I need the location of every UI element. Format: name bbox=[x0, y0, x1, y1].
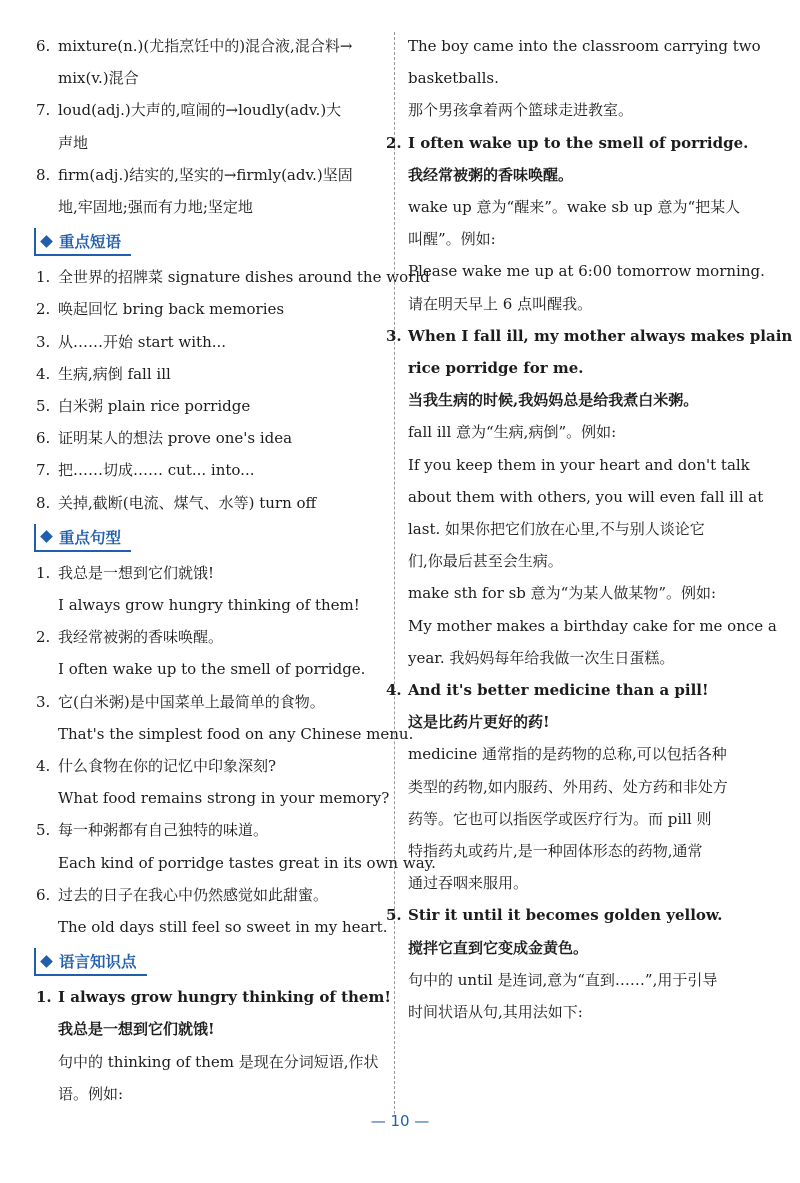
sentence-cn: 4. 什么食物在你的记忆中印象深刻? bbox=[36, 757, 277, 776]
knowledge-explain: 通过吞咽来服用。 bbox=[408, 874, 529, 893]
phrase-item: 6. 证明某人的想法 prove one's idea bbox=[36, 429, 293, 448]
example-cn: 那个男孩拿着两个篮球走进教室。 bbox=[408, 101, 634, 120]
knowledge-cn: 搅拌它直到它变成金黄色。 bbox=[408, 938, 589, 957]
sentence-en: Each kind of porridge tastes great in its own way. bbox=[58, 853, 436, 872]
phrase-item: 1. 全世界的招牌菜 signature dishes around the world bbox=[36, 268, 430, 287]
knowledge-en: 2. I often wake up to the smell of porridge. bbox=[386, 133, 749, 152]
column-divider bbox=[394, 32, 395, 1114]
section-heading-sentences: 重点句型 bbox=[34, 525, 382, 551]
phrase-item: 2. 唤起回忆 bring back memories bbox=[36, 300, 285, 319]
vocab-item: 6. mixture(n.)(尤指烹饪中的)混合液,混合料→ bbox=[36, 37, 353, 55]
knowledge-en: 3. When I fall ill, my mother always makes plain bbox=[386, 326, 793, 345]
knowledge-cn: 我经常被粥的香味唤醒。 bbox=[408, 165, 574, 184]
sentence-en: I always grow hungry thinking of them! bbox=[58, 596, 360, 615]
knowledge-explain: wake up 意为“醒来”。wake sb up 意为“把某人 bbox=[408, 198, 741, 217]
sentence-cn: 6. 过去的日子在我心中仍然感觉如此甜蜜。 bbox=[36, 885, 329, 904]
phrase-item: 7. 把……切成…… cut... into... bbox=[36, 461, 255, 480]
knowledge-explain: 句中的 thinking of them 是现在分词短语,作状 bbox=[58, 1052, 379, 1071]
knowledge-explain: 语。例如: bbox=[58, 1084, 124, 1103]
example-cn: 请在明天早上 6 点叫醒我。 bbox=[408, 294, 593, 313]
example-en: basketballs. bbox=[408, 69, 499, 88]
sentence-en: The old days still feel so sweet in my heart. bbox=[58, 918, 388, 937]
knowledge-cn: 这是比药片更好的药! bbox=[408, 713, 550, 732]
knowledge-en: 5. Stir it until it becomes golden yellow. bbox=[386, 906, 723, 925]
phrase-list bbox=[36, 261, 430, 519]
knowledge-explain: 时间状语从句,其用法如下: bbox=[408, 1003, 583, 1022]
example-en: about them with others, you will even fall ill at bbox=[408, 487, 764, 506]
example-en: My mother makes a birthday cake for me once a bbox=[408, 616, 777, 635]
sentence-cn: 1. 我总是一想到它们就饿! bbox=[36, 563, 215, 582]
vocab-item-cont: 地,牢固地;强而有力地;坚定地 bbox=[58, 198, 253, 217]
sentence-en: That's the simplest food on any Chinese menu. bbox=[58, 724, 414, 743]
knowledge-explain: fall ill 意为“生病,病倒”。例如: bbox=[408, 423, 617, 442]
phrase-item: 8. 关掉,截断(电流、煤气、水等) turn off bbox=[36, 493, 317, 512]
phrase-item: 3. 从……开始 start with... bbox=[36, 332, 227, 351]
phrase-item: 4. 生病,病倒 fall ill bbox=[36, 364, 171, 383]
knowledge-en: 4. And it's better medicine than a pill! bbox=[386, 681, 709, 700]
sentence-en: What food remains strong in your memory? bbox=[58, 789, 390, 808]
knowledge-explain: make sth for sb 意为“为某人做某物”。例如: bbox=[408, 584, 717, 603]
vocab-item: 7. loud(adj.)大声的,喧闹的→loudly(adv.)大 bbox=[36, 101, 342, 120]
knowledge-point-1 bbox=[36, 981, 391, 1110]
example-en: year. 我妈妈每年给我做一次生日蛋糕。 bbox=[408, 648, 675, 667]
left-column bbox=[36, 30, 436, 1110]
knowledge-explain: 类型的药物,如内服药、外用药、处方药和非处方 bbox=[408, 777, 728, 796]
knowledge-explain: medicine 通常指的是药物的总称,可以包括各种 bbox=[408, 745, 727, 764]
diamond-icon bbox=[40, 235, 53, 248]
example-en: If you keep them in your heart and don't talk bbox=[408, 455, 750, 474]
diamond-icon bbox=[40, 530, 53, 543]
knowledge-cn: 我总是一想到它们就饿! bbox=[58, 1020, 215, 1039]
knowledge-explain: 药等。它也可以指医学或医疗行为。而 pill 则 bbox=[408, 809, 712, 828]
vocab-item-cont: mix(v.)混合 bbox=[58, 69, 139, 88]
example-en: Please wake me up at 6:00 tomorrow morning. bbox=[408, 262, 765, 281]
example-cn: 们,你最后甚至会生病。 bbox=[408, 552, 563, 571]
knowledge-en: 1. I always grow hungry thinking of them! bbox=[36, 988, 391, 1007]
sentence-cn: 3. 它(白米粥)是中国菜单上最简单的食物。 bbox=[36, 692, 325, 711]
sentence-list bbox=[36, 557, 436, 943]
knowledge-en: rice porridge for me. bbox=[408, 359, 584, 378]
example-en: The boy came into the classroom carrying two bbox=[408, 37, 761, 55]
phrase-item: 5. 白米粥 plain rice porridge bbox=[36, 397, 251, 416]
sentence-en: I often wake up to the smell of porridge. bbox=[58, 660, 366, 679]
sentence-cn: 2. 我经常被粥的香味唤醒。 bbox=[36, 628, 224, 647]
section-heading-phrases: 重点短语 bbox=[34, 229, 382, 255]
right-column bbox=[386, 30, 793, 1028]
section-heading-knowledge: 语言知识点 bbox=[34, 949, 382, 975]
page-number: — 10 — bbox=[370, 1112, 430, 1130]
diamond-icon bbox=[40, 955, 53, 968]
knowledge-cn: 当我生病的时候,我妈妈总是给我煮白米粥。 bbox=[408, 391, 699, 410]
knowledge-explain: 特指药丸或药片,是一种固体形态的药物,通常 bbox=[408, 842, 703, 861]
vocab-item: 8. firm(adj.)结实的,坚实的→firmly(adv.)坚固 bbox=[36, 165, 353, 184]
vocab-list bbox=[36, 30, 382, 223]
vocab-item-cont: 声地 bbox=[58, 133, 89, 152]
sentence-cn: 5. 每一种粥都有自己独特的味道。 bbox=[36, 821, 269, 840]
knowledge-explain: 叫醒”。例如: bbox=[408, 230, 496, 249]
knowledge-explain: 句中的 until 是连词,意为“直到……”,用于引导 bbox=[408, 970, 718, 989]
example-en: last. 如果你把它们放在心里,不与别人谈论它 bbox=[408, 520, 705, 539]
